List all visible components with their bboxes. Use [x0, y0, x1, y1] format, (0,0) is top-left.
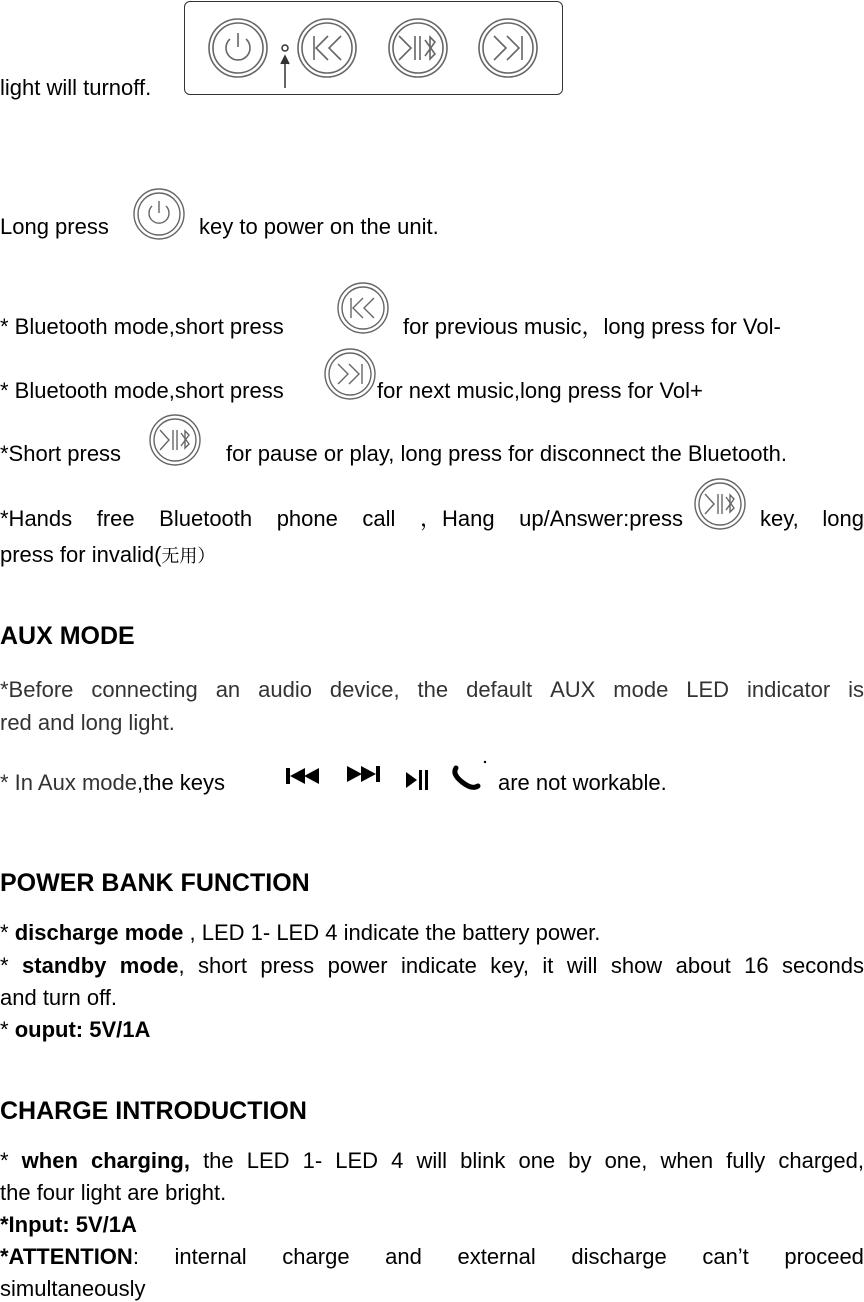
previous-music-post: for previous music，long press for Vol- [403, 314, 781, 339]
charging-text: the LED 1- LED 4 will blink one by one, when fully charged, [189, 1148, 864, 1173]
word: long [822, 506, 864, 531]
control-panel-illustration [184, 1, 563, 95]
word: phone [276, 506, 338, 531]
aux-mode-heading: AUX MODE [0, 622, 135, 650]
word: connecting [91, 677, 198, 702]
word: external [457, 1244, 536, 1269]
input-spec [0, 1212, 137, 1238]
bullet: * [0, 1148, 22, 1173]
panel-led-indicator [281, 45, 289, 88]
aux-keys-icons [284, 760, 490, 796]
word: key, [760, 506, 799, 531]
word: default [466, 677, 533, 702]
next-music-pre: * Bluetooth mode,short press [0, 378, 284, 403]
aux-keys-post: are not workable. [498, 770, 667, 795]
attention-line1 [0, 1244, 864, 1270]
aux-keys-bold: ,the keys [136, 770, 226, 795]
word: *Hands [0, 506, 73, 531]
input-spec-text: *Input: 5V/1A [0, 1212, 137, 1237]
word: device, [329, 677, 400, 702]
standby-mode-label: standby mode [22, 953, 179, 978]
word: charge [282, 1244, 350, 1269]
power-on-instruction-post: key to power on the unit. [199, 214, 439, 239]
discharge-mode-text: , LED 1- LED 4 indicate the battery power. [183, 920, 601, 945]
charging-item [0, 1148, 864, 1174]
hands-free-line1-end [760, 506, 864, 532]
panel-power-icon [209, 19, 267, 77]
intro-text: light will turnoff. [0, 75, 152, 100]
output-item [0, 1017, 150, 1043]
panel-previous-icon [298, 19, 356, 77]
standby-mode-line2: and turn off. [0, 985, 118, 1010]
word: discharge [571, 1244, 667, 1269]
aux-description-line2: red and long light. [0, 710, 175, 735]
play-pause-key-icon [148, 413, 202, 467]
charge-heading: CHARGE INTRODUCTION [0, 1097, 307, 1125]
word: Bluetooth [159, 506, 253, 531]
word: can’t [702, 1244, 749, 1269]
discharge-mode-item [0, 920, 600, 946]
answer-key-icon [693, 477, 747, 531]
output-spec: ouput: 5V/1A [14, 1017, 151, 1042]
discharge-mode-label: discharge mode [14, 920, 184, 945]
aux-description-line1 [0, 677, 864, 703]
charging-label: when charging, [21, 1148, 190, 1173]
pause-play-post: for pause or play, long press for disconnect the Bluetooth. [226, 441, 787, 466]
word: *Before [0, 677, 74, 702]
word: internal [174, 1244, 247, 1269]
word: audio [258, 677, 312, 702]
control-panel-buttons [185, 2, 561, 94]
next-track-icon [347, 766, 380, 782]
word: LED [686, 677, 730, 702]
invalid-text: press for invalid( [0, 542, 162, 567]
bullet: * [0, 920, 15, 945]
word: and [385, 1244, 422, 1269]
panel-play-pause-bluetooth-icon [389, 19, 447, 77]
cjk-note: 无用） [161, 546, 216, 567]
attention-label: *ATTENTION: [0, 1244, 139, 1269]
power-bank-heading: POWER BANK FUNCTION [0, 869, 310, 897]
word: proceed [784, 1244, 864, 1269]
bullet: * [0, 953, 23, 978]
power-on-instruction-pre: Long press [0, 214, 109, 239]
word: mode [613, 677, 669, 702]
power-key-icon [132, 187, 186, 241]
bullet: * [0, 1017, 15, 1042]
phone-handset-icon [455, 768, 478, 787]
word: an [215, 677, 241, 702]
word: indicator [746, 677, 831, 702]
attention-line2: simultaneously [0, 1276, 146, 1301]
hands-free-line1 [0, 506, 683, 532]
word: up/Answer:press [519, 506, 683, 531]
play-pause-icon [406, 770, 428, 790]
aux-keys-pre: * In Aux mode [0, 770, 137, 795]
word: the [417, 677, 449, 702]
aux-keys-line [0, 770, 225, 796]
standby-mode-text: , short press power indicate key, it will show about 16 seconds [178, 953, 864, 978]
previous-track-icon [286, 768, 319, 784]
hands-free-line2 [0, 542, 215, 570]
previous-key-icon [336, 281, 390, 335]
pause-play-pre: *Short press [0, 441, 122, 466]
next-key-icon [323, 347, 377, 401]
next-music-post: for next music,long press for Vol+ [377, 378, 703, 403]
word: is [848, 677, 864, 702]
standby-mode-item [0, 953, 864, 979]
charging-line2: the four light are bright. [0, 1180, 227, 1205]
word: AUX [550, 677, 596, 702]
panel-next-icon [479, 19, 537, 77]
word: call [362, 506, 396, 531]
word: free [96, 506, 135, 531]
previous-music-pre: * Bluetooth mode,short press [0, 314, 284, 339]
word: ，Hang [419, 506, 495, 531]
